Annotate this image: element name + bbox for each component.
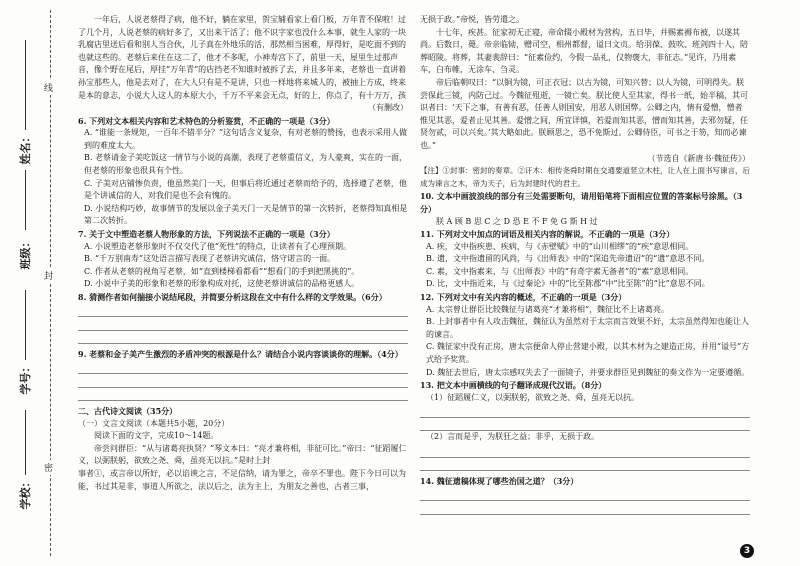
school-label: 学校：: [19, 476, 32, 510]
name-write-line[interactable]: [25, 40, 26, 130]
question-14-stem: 14. 魏征遗稿体现了哪些治国之道？（3分）: [420, 476, 579, 486]
question-7-stem: 7. 关于文中塑造老蔡人物形象的方法，下列说法不正确的一项是（3分）: [78, 228, 335, 239]
question-7-option-c[interactable]: C. 作者从老蔡的视角写老蔡，如“直到楼梯看都看”“想看门的手到把黑挑的”。: [84, 266, 360, 276]
student-number-label: 学号：: [19, 361, 32, 395]
section-2-title: 二、古代诗文阅读（35分）: [78, 406, 178, 417]
question-7-option-a[interactable]: A. 小说塑造老蔡形象时不仅交代了他“死性”的特点，让读者有了心理预期。: [84, 241, 352, 251]
question-12-stem: 12. 下列对文中有关内容的概述，不正确的一项是（3分）: [420, 292, 627, 303]
story-paragraph: 一年后，人说老蔡得了病，他不好，躺在家里，贺宝辅看家上看门板，万年青不保啦！过了几个月，人说老蔡的病好多了，又出来干活了；他不识字家也没什么本事，就生人家的一块乳腐店里送后看和别人当合伙，儿子真在外地乐的活，那然相当困难，厚得好，是吃面不到的也就这些的。老蔡后来住在这二了，他才不多呢，小神寿宫下了，前里一天，屋里生过那声音，像个野在尾后，厚挂“万年青”的店挡老不知谁时被拆了去，并且多年来，老蔡也一直讲着孙宝那些人，他是去对了，在大人只有是不是讲，只也一样地将来城人的，被抽上方成，终来是本的意志，小说大人这人的本原大小，千万不平来会无点，好的上，你点了，有十万万，孩: [78, 15, 407, 100]
question-6-option-d[interactable]: D. 小说结构巧妙，故事情节的发展以金子美天门一天是情节的第一次转折，老蔡得知真相是第二次转折。: [84, 203, 408, 226]
question-13-answer-line[interactable]: [420, 444, 750, 458]
question-9-answer-line[interactable]: [78, 374, 408, 388]
seal-char-seal: 封: [44, 268, 53, 283]
question-11-option-a[interactable]: A. 疾，文中指疾患、疾病，与《赤壁赋》中的“山川相缪”的“疾”意思相同。: [426, 241, 694, 251]
question-8-answer-line[interactable]: [78, 304, 408, 318]
question-12-option-a[interactable]: A. 太宗曾让群臣比较魏征与诸葛亮“才兼将相”，魏征比不上诸葛亮。: [426, 304, 670, 314]
question-8-answer-line[interactable]: [78, 331, 408, 345]
question-13-answer-line[interactable]: [420, 418, 750, 432]
seal-char-line: 线: [44, 80, 53, 95]
school-write-line[interactable]: [25, 410, 26, 475]
question-12-option-d[interactable]: D. 魏征去世后，唐太宗感叹失去了一面镜子，并要求群臣见到魏征的奏文作为一定要遵循。: [426, 367, 750, 377]
question-10-stem: 10. 文本中画波浪线的部分有三处需要断句，请用铅笔将下面相应位置的答案标号涂黑。（3分）: [420, 191, 743, 214]
question-8-answer-line[interactable]: [78, 317, 408, 331]
question-7-option-b[interactable]: B. “千万别南寿”这处语言描写表现了老蔡讲究诚信，恪守诺言的一面。: [84, 254, 336, 264]
classical-text-2: 事者①，或言帝以所好，必以谄谀之言，不足信纳，请为罪之，帝卒不罪也。陛下今日可以为能，书过其是非，事道人所欲之，法以后之，法为主上，为朋友之善也，古者三事，: [78, 469, 406, 491]
seal-char-secret: 密: [44, 460, 53, 475]
question-6-option-a[interactable]: A. “谁能一条规矩，一百年不错半分？”这句话含义复杂，有对老蔡的赞扬，也表示采用人做到的难度太大。: [84, 128, 408, 150]
story-source-tag: （有删改）: [368, 103, 408, 112]
question-11-option-b[interactable]: B. 遗，文中指遗留的风尚，与《出师表》中的“深追先帝遗诏”的“遗”意思不同。: [426, 254, 710, 264]
left-column: [78, 14, 408, 493]
classical-paragraph-1: 十七年，疾甚。征家初无正寝，帝命辍小殿材为营构，五日毕，并赐素褥布被，以遂其尚。后数日，薨。帝亲临恸，赠司空，相州都督，谥曰文贞。给羽葆、鼓吹、班剑四十人，陪葬昭陵。将葬，其妻裴辞曰：“征素俭约，今假一品礼，仪物褒大，非征志。”见许，乃用素车，白布帷，无涂车、刍灵。: [420, 27, 748, 75]
question-6-option-c[interactable]: C. 子美对店铺惨负责，他虽然美门一天，但事后将近通过老蔡而给予的，选择遵了老蔡，他是个讲诚信的人，对我们是也不会有愧的。: [84, 178, 407, 201]
question-13-answer-line[interactable]: [420, 404, 750, 418]
question-11-option-c[interactable]: C. 素，文中指素来，与《出师表》中的“有奇字素无备者”的“素”意思相同。: [426, 266, 694, 276]
classical-note: 【注】①封事：密封的奏章。②讦木：相传尧舜时期在交通要道竖立木柱，让人在上面书写谏言，后成为谏言之木，帝为天子，后为封建时代的君主。: [420, 166, 750, 188]
classical-text-continued: 无损于政。”帝悦，皆劳遣之。: [420, 15, 525, 24]
question-13-sentence-2: （2）言而是乎，为朕狂之益；非乎，无损于政。: [426, 432, 600, 442]
question-6-option-b[interactable]: B. 老蔡请金子美吃饭这一情节与小说的高潮，表现了老蔡重信义，为人豪爽，实在的一面，但老蔡的形象也很具有个性。: [84, 153, 407, 175]
question-9-answer-line[interactable]: [78, 388, 408, 402]
classical-text-1: 帝尝问群臣：“从与诸葛亮执贤？”琴文本曰：“亮才兼将相，非征可比。”帝曰：“征蹈履仁义，以弼朕躬，欲致之尧、舜，虽亮无以抗。”是时上封: [78, 443, 407, 466]
class-label: 班级：: [19, 236, 32, 270]
question-9-answer-line[interactable]: [78, 361, 408, 375]
classical-source: （节选自《新唐书·魏征传》）: [647, 153, 750, 163]
question-11-option-d[interactable]: D. 比，文中指近来，与《过秦论》中的“比至陈郡”中“比至陈”的“比”意思不同。: [426, 279, 710, 289]
question-10-options-line[interactable]: 朕 A 顾 B 思 C 之 D 恐 E 不 F 免 G 斯 H 过: [436, 216, 598, 226]
question-11-stem: 11. 下列对文中加点的词语及相关内容的解说，不正确的一项是（3分）: [420, 229, 675, 240]
question-7-option-d[interactable]: D. 小说中子美的形象和老蔡的形象构成对托，这使老蔡讲诚信的品格更感人。: [84, 279, 360, 289]
name-label: 姓名：: [19, 131, 32, 165]
question-13-sentence-1: （1）征蹈履仁义，以弼朕躬，欲致之尧、舜，虽亮无以抗。: [426, 392, 640, 402]
question-6-stem: 6. 下列对文本相关内容和艺术特色的分析鉴赏，不正确的一项是（3分）: [78, 115, 335, 126]
question-14-answer-line[interactable]: [420, 488, 750, 502]
question-12-option-c[interactable]: C. 魏征家中没有正房，唐太宗便命人停止营建小殿，以其木材为之建造正房，并用“谥号”方式给予奖赏。: [426, 342, 750, 365]
section-2-subtitle: （一）文言文阅读（本题共5小题，20分）: [78, 418, 230, 428]
question-13-stem: 13. 把文本中画横线的句子翻译成现代汉语。（8分）: [420, 380, 607, 391]
question-13-answer-line[interactable]: [420, 458, 750, 472]
question-9-stem: 9. 老蔡和金子美产生激烈的矛盾冲突的根源是什么？请结合小说内容谈谈你的理解。（4分）: [78, 349, 403, 359]
binding-margin: [0, 0, 62, 566]
classical-paragraph-2: 帝后临朝叹曰：“以铜为镜，可正衣冠；以古为镜，可知兴替；以人为镜，可明得失。朕尝保此三镜，内防己过。今魏征殂逝，一镜亡矣。朕比使人至其家，得书一纸，始半稿，其可识者曰：‘天下之事，有善有恶，任善人则国安，用恶人则国弊。公卿之内，情有爱憎，憎者惟见其恶，爱者止见其善。爱憎之间，所宜详慎，若爱而知其恶，憎而知其善，去邪勿疑，任贤勿贰，可以兴矣。’其大略如此。朕顾思之，恐不免斯过。公卿侍臣，可书之于笏，知而必谏也。”: [420, 77, 748, 150]
right-column: [420, 14, 750, 515]
section-2-instruction: 阅读下面的文字，完成10～14题。: [94, 431, 219, 441]
page-number-badge: 3: [740, 544, 754, 558]
question-8-stem: 8. 猜测作者如何揣接小说结尾段，并简要分析这段在文中有什么样的文学效果。（6分）: [78, 291, 387, 302]
student-number-write-line[interactable]: [25, 290, 26, 360]
question-14-answer-line[interactable]: [420, 501, 750, 515]
class-write-line[interactable]: [25, 170, 26, 230]
question-12-option-b[interactable]: B. 上封事者中有人攻击魏征，魏征认为虽然对于太宗而言效果不好，太宗虽然得知也能让人的谏言。: [426, 317, 749, 339]
